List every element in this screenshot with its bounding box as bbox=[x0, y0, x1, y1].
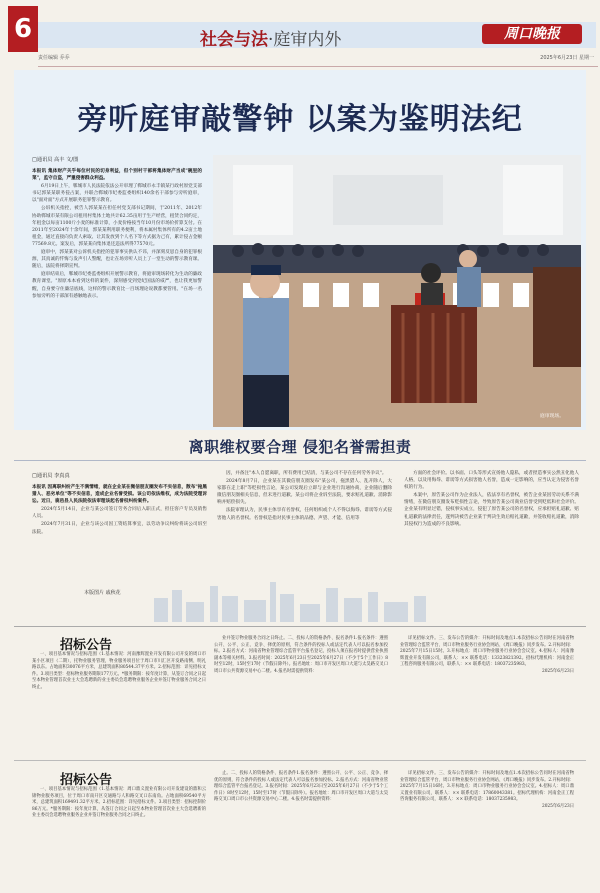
notice-divider bbox=[14, 760, 586, 761]
notice-1-text: 详见招标文件。三、发布公告的媒介：开标时间及地点1.本次招标公告同时在河南省物业管理综合监管平台、周口市物业服务行业协会网站、《周口晚报》同步发布。2.开标时间：2025年7月15日15时。3.开标地点：周口市物业服务行业协会会议室。4.招标人：河南豫辉置业开发有限公司，联系人：×× 联系电话：13323821392。招标代理机构：河南金正工程咨询服务有限公司，联系人：×× 联系电话：18037235983。 bbox=[400, 636, 574, 668]
notice-2-column-3 bbox=[400, 771, 574, 811]
top-article-body bbox=[32, 168, 202, 301]
illustrator-credit: 本版图片 戚秋花 bbox=[84, 590, 121, 596]
editor-credit: 责任编辑 乔乔 bbox=[38, 55, 70, 61]
middle-article-paragraph: 本案中，原告某公司作为企业法人，依法享有名誉权，被告企业某因劳动关系不满情绪，在微信朋友圈发布贬损性言论，导致原告某公司商业信誉受到贬低和社会评价。企业某有明显过错，侵权事实成立，侵犯了原告某公司的名誉权，应承担赔礼道歉、赔礼道歉的法律责任，遂判决被告企业某于判决生效后赔礼道歉，并签收赔礼道歉，消除其侵权行为造成的不良影响。 bbox=[404, 493, 579, 527]
issue-date: 2025年6月23日 星期一 bbox=[540, 55, 594, 61]
header-meta bbox=[38, 54, 598, 66]
middle-article-column-3 bbox=[404, 470, 579, 529]
notice-1-column-2 bbox=[214, 636, 388, 676]
page-number: 6 bbox=[8, 6, 38, 52]
middle-article-column-2 bbox=[217, 470, 392, 523]
notice-2-text: 一、项目基本情况与招标范围（1.基本情况：周口鼎义置业有限公司开发建设的鼎和云锦物业服务项目，位于周口市南开区交通路与人和路交叉口东南角。占地面积69540平方米，总建筑面积169491.32平方米。2.招标范围：详见招标文件。3.项目类型：招标控制价86万元。*服务期限：按年度计算，从签订合同之日起至本物业管理首次业主大会选聘新的业主委员会选聘物业服务企业并签订物业服务合同之日终止。 bbox=[32, 787, 206, 819]
masthead-logo: 周口晚报 bbox=[482, 24, 582, 44]
section-title bbox=[200, 25, 341, 50]
notice-1-column-3 bbox=[400, 636, 574, 676]
middle-article-paragraph: 法院审理认为，民事主体享有名誉权，任何组织或个人不得以侮辱、诽谤等方式侵害他人的名誉权。名誉权是指对民事主体的品德、声望、才能、信用等 bbox=[217, 508, 392, 521]
top-article-byline: □通讯员 高丰 文/图 bbox=[32, 157, 79, 163]
notice-1-text: 业并签订物业服务合同之日终止。二、投标人的资格条件、报名条件1.报名条件：遵照公开、公平、公正、竞争、择优的原则，符合条件的投标人或法定代表人可以报名参加投标。2.报名方式：河南省物业管理综合监管平台报名登记，投标人须在报名时提供营业执照副本等相关材料。3.报名时间：2025年6月23日至2025年6月27日（不少于5个工作日）8时至12时，15时至17时（节假日除外）。报名地址：周口市开发区周口大道与太昊路交叉口周口市公共资源交易中心二楼。4.报名时需提供资料： bbox=[214, 636, 388, 674]
middle-article-paragraph: 2024年5月14日，企业与某公司签订劳务合同后入职正式，担任客户专员及销售人员。 bbox=[32, 507, 207, 520]
notices-rule bbox=[14, 626, 586, 627]
top-article-paragraph: 庭审结束后，郸城市纪委监委组织开展警示教育，将庭审现场转化为生动的廉政教育课堂。"原原本本看到这样的案件，深刻感受到党纪国法的威严，也让我更加警醒，自身要守住廉洁底线，这样的警示教育比一百场理论说教都要管用。"在场一名参加旁听的干部深有感触地表示。 bbox=[32, 272, 202, 299]
notice-1-column-1 bbox=[32, 652, 206, 692]
notice-2-column-1 bbox=[32, 787, 206, 820]
courtroom-illustration bbox=[213, 155, 581, 427]
courtroom-photo bbox=[213, 155, 581, 427]
top-article-headline: 旁听庭审敲警钟 以案为鉴明法纪 bbox=[77, 102, 523, 137]
top-article-paragraph: 公诉机关指控，被告人郭某某在担任村党支部书记期间，于2011年、2012年协助郸城市某有限公司租用村集体土地共计62.35亩用于生产经营，租赁合同约定，年租金以每亩1100斤小麦的标准计算，小麦价格按当年10月份市场价折算支付。在2011年至2024年十余年间，郭某某利用职务便利，将本属村集体所有的4.2亩土地租金，通过直接向负责人索取、让其发放到个人名下等方式据为己有，累计侵占金额77569.8元。案发后，郭某某向集体退还违法所得77570元。 bbox=[32, 206, 202, 247]
top-article-paragraph: 6月19日上午，郸城市人民法院依法公开审理了郸城市永丰镇某行政村原党支部书记郭某某职务侵占案，并联合郸城市纪委监委组织140余名干部参与旁听庭审，以"面对面"方式开展职务犯罪警示教育。 bbox=[32, 184, 202, 204]
notice-2-date: 2025年6月23日 bbox=[541, 803, 574, 809]
top-article-paragraph: 本报讯 集体财产关乎每位村民的切身利益，但个别村干部将集体财产当成"碗里的菜"，监守自盗，严重侵害群众利益。 bbox=[32, 169, 202, 182]
notice-2-text: 止。二、投标人的资格条件、报名条件1.报名条件：遵照公开、公平、公正、竞争、择优的原则，符合条件的投标人或法定代表人可以报名参加投标。2.报名方式：河南省物业管理综合监管平台报名登记。3.报名时间：2025年6月23日至2025年6月27日（不少于5个工作日）8时至12时，15时至17时（节假日除外）。报名地址：周口市开发区周口大道与太昊路交叉口周口市公共资源交易中心二楼。4.报名时需提供资料： bbox=[214, 771, 389, 803]
photo-caption: 庭审现场。 bbox=[540, 414, 564, 419]
middle-article-column-1 bbox=[32, 484, 207, 537]
top-article-paragraph: 庭审中，郭某某对公诉机关指控的犯罪事实供认不讳，并深刻反思自身的犯罪根源，其真诚的忏悔与发声引人警醒，也让在场旁听人员上了一堂生动的警示教育课。随后，法院将择期宣判。 bbox=[32, 250, 202, 270]
notice-2-text: 详见招标文件。三、发布公告的媒介：开标时间及地点1.本次招标公告同时在河南省物业管理综合监管平台、周口市物业服务行业协会网站、《周口晚报》同步发布。2.开标时间：2025年7月15日16时。3.开标地点：周口市物业服务行业协会会议室。4.招标人：周口鼎义置业有限公司，联系人：×× 联系电话：17860043381。招标代理机构：河南金正工程咨询服务有限公司，联系人：×× 联系电话：18037235983。 bbox=[400, 771, 574, 803]
middle-article-paragraph: 2024年7月31日，企业与该公司因工资结算事宜，以劳动争议纠纷将该公司诉至法院。 bbox=[32, 522, 207, 535]
middle-article-byline: □通讯员 李真真 bbox=[32, 473, 70, 479]
section-title-main: 社会与法 bbox=[200, 30, 268, 50]
middle-article-paragraph: 2024年8月7日，企业某在其微信朋友圈发布"某公司，拖黑猎人、乱开除人，大家都在走上职"等贬损性言论，某公司发现后立即与企业进行沟通协商，企业随后删除微信朋友圈相关信息，但未进行道歉。某公司将企业诉至法院，要求赔礼道歉、消除影响并赔偿损失。 bbox=[217, 479, 392, 506]
notice-1-date: 2025年6月23日 bbox=[541, 668, 574, 674]
middle-article-paragraph: 本报讯 因离职纠纷产生不满情绪，就在企业某在微信朋友圈发布不实信息，散布"拖黑猎人、恶劣单位"等不实信息，造成企业名誉受损。该公司依法维权，成为法院受理诉讼。近日，鹿邑县人民法院依法审理该起名誉权纠纷案件。 bbox=[32, 485, 207, 505]
middle-article-headline: 离职维权要合理 侵犯名誉需担责 bbox=[188, 438, 412, 456]
middle-article-rule bbox=[14, 460, 586, 461]
notice-2-title: 招标公告 bbox=[60, 773, 113, 788]
notice-1-title: 招标公告 bbox=[60, 638, 113, 653]
notice-1-text: 一、项目基本情况与招标范围（1.基本情况：河南豫辉置业开发有限公司开发的周口市某小区项目（二期），托物业服务管理，物业服务项目位于周口市川汇区开发路南侧、明礼路以东。占地面积30076平方米，总建筑面积80544.37平方米。2.招标范围：详见招标文件。3.项目类型：招标物业服务期限177万元。*服务期限：按年度计算，从签订合同之日起至本物业管理首次业主大会选聘新的业主委员会选聘物业服务企业并签订物业服务合同之日终止。 bbox=[32, 652, 206, 690]
header-rule bbox=[38, 66, 598, 67]
city-skyline-illustration bbox=[14, 580, 586, 622]
section-title-sub: ·庭审内外 bbox=[268, 30, 342, 50]
notice-2-column-2 bbox=[214, 771, 388, 804]
middle-article-paragraph: 方面的社会评价。以书面、口头等形式宣扬他人隐私，或者捏造事实公然丑化他人人格，以及用侮辱、诽谤等方式损害他人名誉，造成一定影响的，应当认定为侵害名誉权的行为。 bbox=[404, 471, 579, 491]
middle-article-paragraph: 因，并备注"本人自愿离职，所有费用已结清，与某公司不存在任何劳务争议"。 bbox=[226, 471, 387, 476]
